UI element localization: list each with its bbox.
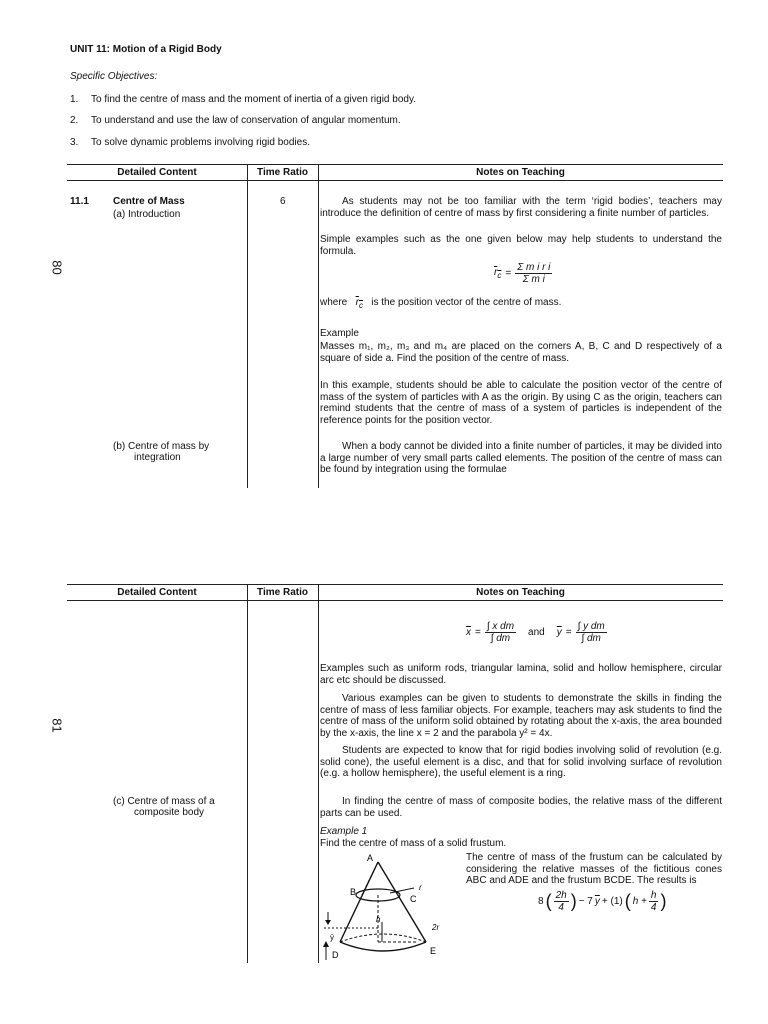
example-text: Find the centre of mass of a solid frustum. [320, 838, 507, 849]
centre-of-mass-formula: $r_c$ = $\frac{\text{Σ m i r i}}{\text{Σ m i}}$ [494, 262, 551, 285]
subsection-integration-cont: integration [134, 452, 181, 463]
frustum-diagram [318, 850, 458, 962]
subsection-composite: (c) Centre of mass of a [113, 796, 215, 807]
notes-paragraph: Various examples can be given to students to demonstrate the skills in finding the centre of mass of less familiar objects. For example, teachers may ask students to find the centre of mass of the uniform solid obtained by rotating about the x-axis, the area bounded by the x-axis, the line x = 2 and the parabola y² = 4x. [320, 693, 722, 739]
page-number: 80 [49, 260, 65, 275]
table-column-divider [247, 164, 248, 488]
header-time-ratio: Time Ratio [257, 167, 308, 178]
time-ratio-value: 6 [280, 196, 286, 207]
notes-paragraph: In this example, students should be able to calculate the position vector of the centre of mass of the system of particles with A as the origin. By using C as the origin, teachers can remind students that the centre of mass of a system of particles is independent of the reference points for the position vector. [320, 380, 722, 426]
example-explanation: The centre of mass of the frustum can be calculated by considering the relative masses of the fictitious cones ABC and ADE and the frustum BCDE. The results is [466, 852, 722, 886]
table-rule-top [67, 584, 723, 585]
label-r: r [419, 883, 422, 892]
example-label: Example [320, 328, 359, 339]
section-title: Centre of Mass [113, 196, 185, 207]
notes-paragraph: Examples such as uniform rods, triangular lamina, solid and hollow hemisphere, circular arc etc should be discussed. [320, 663, 722, 686]
table-column-divider [318, 164, 319, 488]
notes-paragraph: As students may not be too familiar with the term ‘rigid bodies’, teachers may introduce the definition of centre of mass by first considering a finite number of particles. [320, 196, 722, 219]
table-rule-header [67, 180, 723, 181]
table-column-divider [247, 584, 248, 963]
notes-paragraph: When a body cannot be divided into a finite number of particles, it may be divided into a large number of very small parts called elements. The position of the centre of mass can be found by integration using the formulae [320, 441, 722, 475]
label-2r: 2r [432, 923, 440, 932]
table-rule-top [67, 164, 723, 165]
objective-number: 3. [70, 137, 79, 148]
notes-paragraph: Simple examples such as the one given below may help students to understand the formula. [320, 234, 722, 257]
header-notes-on-teaching: Notes on Teaching [476, 587, 565, 598]
label-h: h [376, 915, 381, 924]
unit-title: UNIT 11: Motion of a Rigid Body [70, 44, 222, 55]
label-B: B [350, 887, 357, 897]
notes-paragraph: Students are expected to know that for rigid bodies involving solid of revolution (e.g. solid cone), the useful element is a disc, and that for solid involving surface of revolution (e.g. a hollow hemisphere), the useful element is a ring. [320, 745, 722, 779]
where-line: where $r_c$ is the position vector of the centre of mass. [320, 297, 562, 310]
formula-fraction: $\frac{\text{Σ m i r i}}{\text{Σ m i}}$ [517, 262, 551, 285]
header-notes-on-teaching: Notes on Teaching [476, 167, 565, 178]
example-label: Example 1 [320, 826, 368, 837]
integration-formulae: $\overline{x}$ = $\frac{\text{∫ x dm}}{\int dm}$ and $\overline{y}$ = $\frac{\text{∫ y dm}}{\int dm}$ [466, 621, 605, 644]
example-text: Masses m₁, m₂, m₃ and m₄ are placed on the corners A, B, C and D respectively of a square of side a. Find the position of the centre of mass. [320, 341, 722, 364]
label-A: A [367, 853, 374, 863]
label-D: D [332, 950, 339, 960]
subsection-integration: (b) Centre of mass by [113, 441, 210, 452]
notes-paragraph: In finding the centre of mass of composite bodies, the relative mass of the different parts can be used. [320, 796, 722, 819]
header-detailed-content: Detailed Content [117, 167, 197, 178]
subsection-composite-cont: composite body [134, 807, 205, 818]
objectives-heading: Specific Objectives: [70, 71, 158, 82]
header-detailed-content: Detailed Content [117, 587, 197, 598]
page-number: 81 [49, 718, 65, 733]
header-time-ratio: Time Ratio [257, 587, 308, 598]
label-ybar: ȳ [330, 933, 334, 942]
result-formula: 8 ( $\frac{2h}{4}$ ) − 7 $\overline{y}$ + (1) ( h + $\frac{h}{4}$ ) [538, 890, 667, 913]
objective-text: To find the centre of mass and the moment of inertia of a given rigid body. [91, 94, 416, 105]
section-number: 11.1 [70, 196, 89, 207]
label-E: E [430, 946, 437, 956]
label-C: C [410, 894, 417, 904]
objective-number: 1. [70, 94, 79, 105]
subsection-introduction: (a) Introduction [113, 209, 181, 220]
objective-text: To solve dynamic problems involving rigid bodies. [91, 137, 310, 148]
objective-text: To understand and use the law of conservation of angular momentum. [91, 115, 401, 126]
table-rule-header [67, 600, 723, 601]
objective-number: 2. [70, 115, 79, 126]
formula-lhs: $r_c$ [494, 267, 502, 280]
